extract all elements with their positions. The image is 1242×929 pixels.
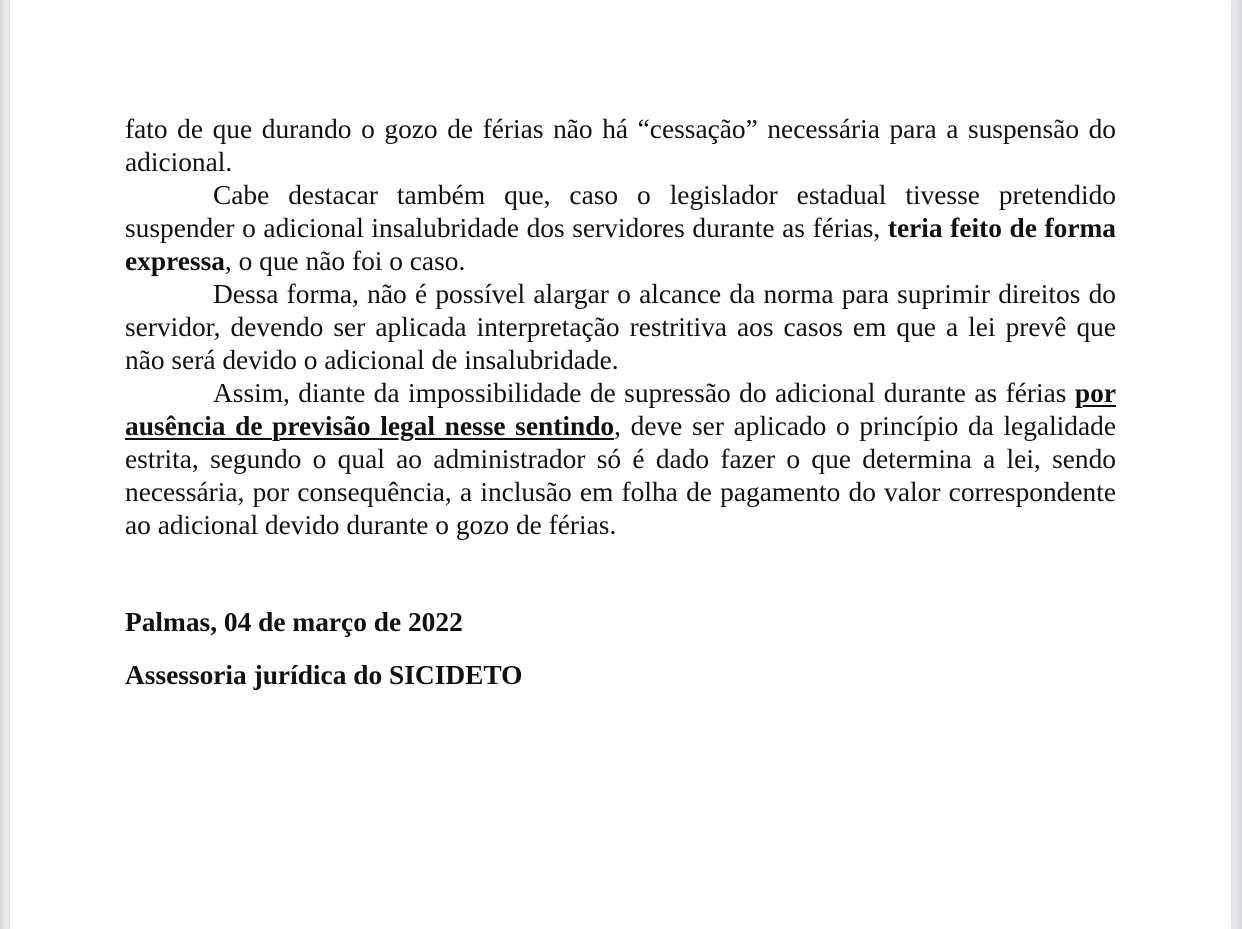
signature-line: Assessoria jurídica do SICIDETO <box>125 660 523 690</box>
place-and-date: Palmas, 04 de março de 2022 <box>125 607 463 637</box>
paragraph-4-text-end: , deve ser aplicado o princípio da legalidade estrita, segundo o qual ao administrador só é dado fazer o que determina a lei, sendo necessária, por consequência, a inclusão em folha de pagamento do valor correspondente ao adicional devido durante o gozo de férias. <box>125 411 1116 540</box>
paragraph-4 <box>125 377 1116 542</box>
paragraph-3-text: Dessa forma, não é possível alargar o alcance da norma para suprimir direitos do servidor, devendo ser aplicada interpretação restritiva aos casos em que a lei prevê que não será devido o adicional de insalubridade. <box>125 279 1116 375</box>
paragraph-1-text: fato de que durando o gozo de férias não há “cessação” necessária para a suspensão do adicional. <box>125 114 1116 177</box>
paragraph-2-text-end: , o que não foi o caso. <box>224 246 466 276</box>
paragraph-4-bold-underlined-emphasis: por ausência de previsão legal nesse sentindo <box>125 378 1116 441</box>
paragraph-2-text-start: Cabe destacar também que, caso o legislador estadual tivesse pretendido suspender o adicional insalubridade dos servidores durante as férias, <box>125 180 1116 243</box>
paragraph-3 <box>125 278 1116 377</box>
paragraph-1 <box>125 113 1116 179</box>
paragraph-2-bold-emphasis: teria feito de forma expressa <box>125 213 1116 276</box>
paragraph-2 <box>125 179 1116 278</box>
document-page <box>10 0 1231 929</box>
paragraph-4-text-start: Assim, diante da impossibilidade de supressão do adicional durante as férias <box>213 378 1075 408</box>
document-body <box>125 113 1116 692</box>
